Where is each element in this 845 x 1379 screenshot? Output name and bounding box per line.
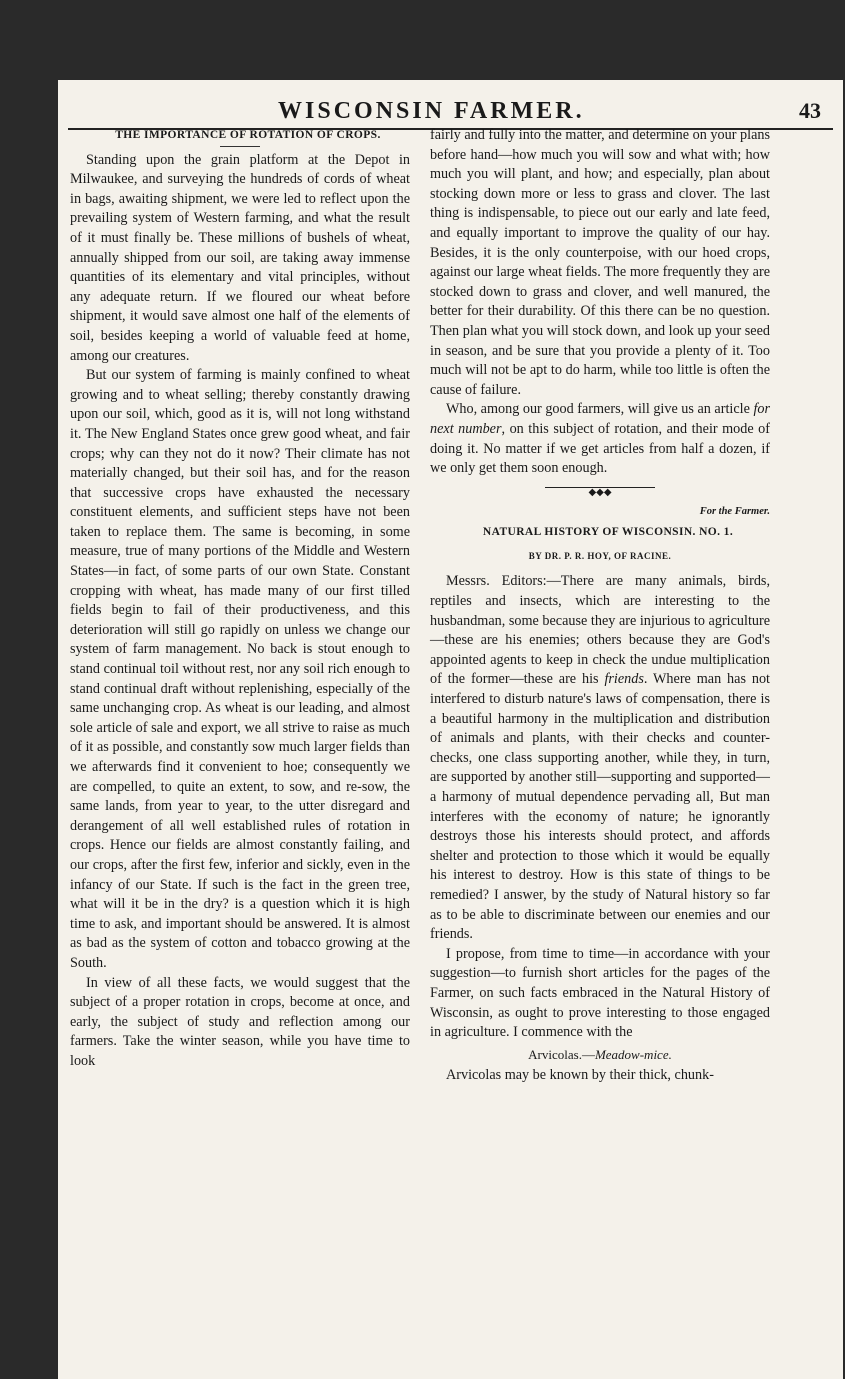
page-number: 43 xyxy=(799,98,821,123)
article-paragraph-2: But our system of farming is mainly confined to wheat growing and to wheat selling; thereby constantly drawing upon our soil, which, good as it is, will not long withstand it. The New England States once grew good wheat, and fair crops; why can they not do it now? Their climate has not materially changed, but their soil has, and for the reason that successive crops have exhausted the necessary constituent elements, and sufficient steps have not been taken to replace them. The same is becoming, in some measure, true of many portions of the Middle and Western States—in fact, of some parts of our own State. Constant cropping with wheat, has made many of our first tilled fields begin to fail of their productiveness, and this deterioration will still go rapidly on unless we change our system of farm management. No back is stout enough to stand continual toil without rest, nor any soil rich enough to stand continual draft without replenishing, especially of the same unchanging crop. As wheat is our leading, and almost sole article of sale and export, we all strive to raise as much of it as possible, and constantly sow much larger fields than we afterwards find it convenient to hoe; consequently we are compelled, to quite an extent, to sow, and re-sow, the same lands, from year to year, to the utter disregard and derangement of all well established rules of rotation in crops. Hence our fields are almost constantly failing, and our crops, after the first few, inferior and sickly, even in the infancy of our State. If such is the fact in the green tree, what will it be in the dry? is a question which it is high time to ask, and important should be answered. It is almost as bad as the system of cotton and tobacco growing at the South. xyxy=(70,367,410,971)
byline: BY DR. P. R. HOY, OF RACINE. xyxy=(528,550,672,561)
article-separator: ◆◆◆ xyxy=(545,487,655,498)
natural-history-headline: NATURAL HISTORY OF WISCONSIN. NO. 1. xyxy=(482,526,734,539)
headline-rule xyxy=(220,146,260,147)
article-headline: THE IMPORTANCE OF ROTATION OF CROPS. xyxy=(115,129,381,141)
article-closing: Who, among our good farmers, will give us an article for next number, on this subject of rotation, and their mode of doing it. No matter if we get articles from half a dozen, if we only get them soon enough. xyxy=(430,401,771,477)
natural-history-paragraph-3: Arvicolas may be known by their thick, chunk- xyxy=(446,1067,714,1084)
natural-history-paragraph-1: Messrs. Editors:—There are many animals, birds, reptiles and insects, which are interesting to the husbandman, some because they are injurious to agriculture—these are his enemies; others because they are God's appointed agents to keep in check the undue multiplication of the former—these are his friends. Where man has not interfered to disturb nature's laws of compensation, there is a beautiful harmony in the multiplication and distribution of animals and plants, with their checks and counter-checks, one class supporting another, while they, in turn, are supported by another still—supporting and supported—a harmony of mutual dependence pervading all, But man interferes with the economy of nature; he ignorantly destroys those his interests should protect, and affords shelter and protection to those which it would be equally his interest to destroy. How is this state of things to be remedied? I answer, by the study of Natural history so far as to be able to discriminate between our enemies and our friends. xyxy=(430,573,770,943)
newspaper-page xyxy=(58,80,843,1379)
article-paragraph-3: In view of all these facts, we would suggest that the subject of a proper rotation in crops, become at once, and early, the subject of study and reflection among our farmers. Take the winter season, while you have time to look xyxy=(70,974,410,1069)
article-paragraph-1: Standing upon the grain platform at the Depot in Milwaukee, and surveying the hundreds of cords of wheat in bags, awaiting shipment, we were led to reflect upon the prevailing system of Western farming, and what the result of it must finally be. These millions of bushels of wheat, annually shipped from our soil, are taking away immense quantities of its elementary and vital principles, without any adequate return. If we floured our wheat before shipment, it would save almost one half of the elements of soil, besides keeping a world of valuable feed at home, among our creatures. xyxy=(70,151,410,364)
article-continuation: fairly and fully into the matter, and determine on your plans before hand—how much you will sow and what with; how much you will plant, and how; and especially, plan about stocking down more or less to grass and clover. The last thing is indispensable, to piece out our early and late feed, and equally important to improve the quality of our hay. Besides, it is the only counterpoise, with our hoed crops, against our large wheat fields. The more frequently they are stocked down to grass and clover, and well manured, the better for their durability. Of this there can be no question. Then plan what you will stock down, and look up your seed in season, and be sure that you provide a plenty of it. Too much will not be apt to do harm, while too little is often the cause of failure. xyxy=(430,127,770,398)
for-the-farmer-label: For the Farmer. xyxy=(699,505,770,517)
section-subhead: Arvicolas.—Meadow-mice. xyxy=(528,1046,672,1062)
left-column xyxy=(70,126,410,1072)
natural-history-paragraph-2: I propose, from time to time—in accordance with your suggestion—to furnish short articles for the pages of the Farmer, on such facts embraced in the Natural History of Wisconsin, as ought to prove interesting to those engaged in agriculture. I commence with the xyxy=(430,945,770,1041)
masthead-title: WISCONSIN FARMER. xyxy=(278,98,585,124)
right-column xyxy=(430,126,770,1086)
